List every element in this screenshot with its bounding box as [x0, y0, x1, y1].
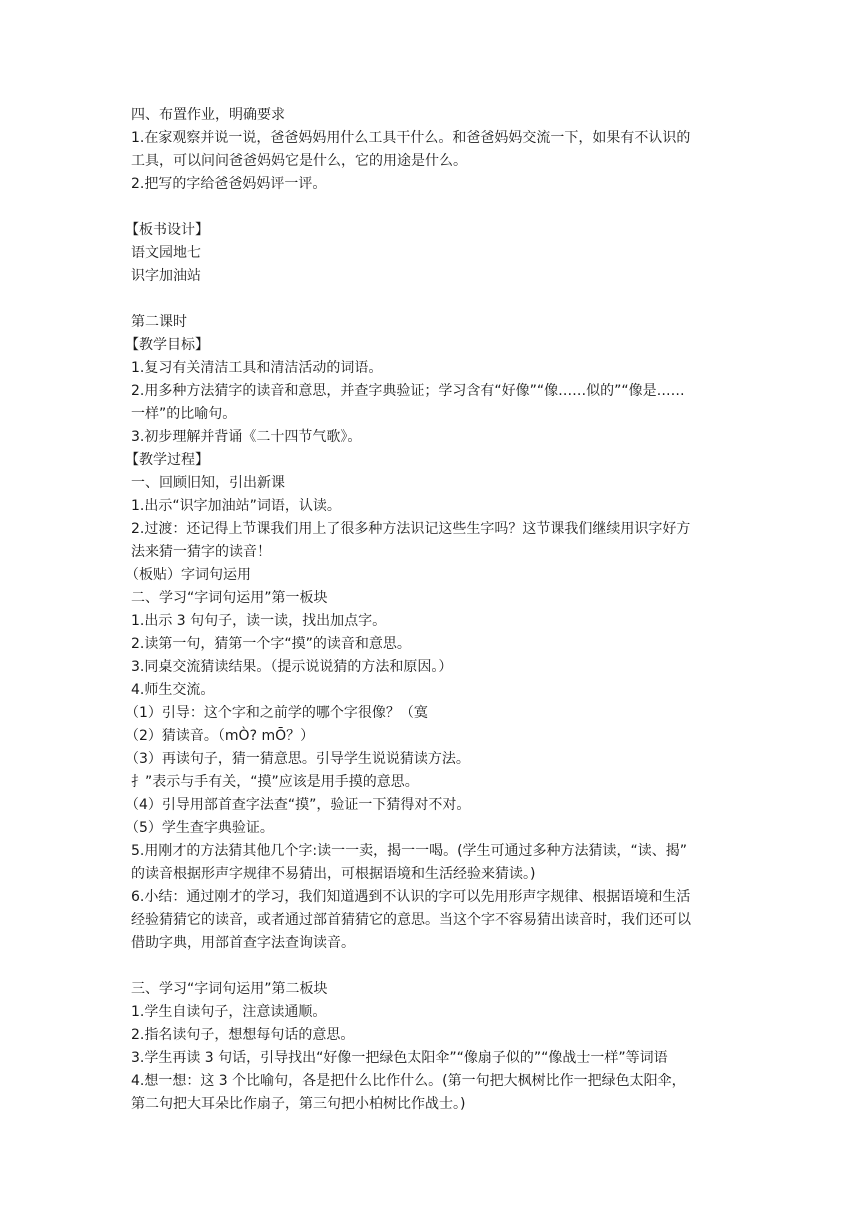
paragraph-line: 5.用刚才的方法猜其他几个字:读一一卖，揭一一喝。(学生可通过多种方法猜读，“读、揭”	[131, 843, 688, 859]
paragraph-line: 法来猜一猜字的读音！	[131, 544, 271, 560]
paragraph-line: 1.出示 3 句句子，读一读，找出加点字。	[131, 613, 387, 629]
section-heading: 二、学习“字词句运用”第一板块	[131, 590, 328, 606]
paragraph-line: （1）引导：这个字和之前学的哪个字很像？（寞	[125, 705, 428, 721]
paragraph-line: 6.小结：通过刚才的学习，我们知道遇到不认识的字可以先用形声字规律、根据语境和生活	[131, 889, 691, 905]
paragraph-line: （3）再读句子，猜一猜意思。引导学生说说猜读方法。	[125, 751, 470, 767]
section-heading: 【板书设计】	[125, 222, 209, 238]
paragraph-line: 2.读第一句，猜第一个字“摸”的读音和意思。	[131, 636, 411, 652]
section-heading: 【教学过程】	[125, 452, 209, 468]
blank-line	[131, 955, 741, 978]
paragraph-line: 2.指名读句子，想想每句话的意思。	[131, 1027, 355, 1043]
paragraph-line: 经验猜猜它的读音，或者通过部首猜猜它的意思。当这个字不容易猜出读音时，我们还可以	[131, 912, 691, 928]
paragraph-line: 一样”的比喻句。	[131, 406, 237, 422]
paragraph-line: 识字加油站	[131, 268, 201, 284]
paragraph-line: 借助字典，用部首查字法查询读音。	[131, 935, 355, 951]
paragraph-line: 1.复习有关清洁工具和清洁活动的词语。	[131, 360, 383, 376]
paragraph-line: 1.在家观察并说一说，爸爸妈妈用什么工具干什么。和爸爸妈妈交流一下，如果有不认识的	[131, 130, 691, 146]
paragraph-line: （板贴）字词句运用	[125, 567, 251, 583]
paragraph-line: 2.过渡：还记得上节课我们用上了很多种方法识记这些生字吗？这节课我们继续用识字好方	[131, 521, 691, 537]
blank-line	[131, 288, 741, 311]
paragraph-line: 3.初步理解并背诵《二十四节气歌》。	[131, 429, 362, 445]
paragraph-line: 3.同桌交流猜读结果。（提示说说猜的方法和原因。）	[131, 659, 453, 675]
paragraph-line: 2.把写的字给爸爸妈妈评一评。	[131, 176, 327, 192]
paragraph-line: 4.想一想：这 3 个比喻句，各是把什么比作什么。(第一句把大枫树比作一把绿色太阳伞，	[131, 1073, 686, 1089]
blank-line	[131, 196, 741, 219]
section-heading: 四、布置作业，明确要求	[131, 107, 285, 123]
paragraph-line: （2）猜读音。（mÒ? mŌ？）	[125, 728, 315, 744]
section-heading: 三、学习“字词句运用”第二板块	[131, 981, 328, 997]
document-page	[125, 104, 741, 1116]
paragraph-line: （4）引导用部首查字法查“摸”，验证一下猜得对不对。	[125, 797, 471, 813]
paragraph-line: 第二句把大耳朵比作扇子，第三句把小柏树比作战士。)	[131, 1096, 466, 1112]
section-heading: 一、回顾旧知，引出新课	[131, 475, 285, 491]
paragraph-line: 语文园地七	[131, 245, 201, 261]
paragraph-line: 工具，可以问问爸爸妈妈它是什么，它的用途是什么。	[131, 153, 467, 169]
paragraph-line: 1.出示“识字加油站”词语，认读。	[131, 498, 341, 514]
paragraph-line: （5）学生查字典验证。	[125, 820, 274, 836]
paragraph-line: 1.学生自读句子，注意读通顺。	[131, 1004, 327, 1020]
paragraph-line: 扌”表示与手有关，“摸”应该是用手摸的意思。	[131, 774, 419, 790]
paragraph-line: 3.学生再读 3 句话，引导找出“好像一把绿色太阳伞”“像扇子似的”“像战士一样”等词语	[131, 1050, 668, 1066]
section-heading: 第二课时	[131, 314, 187, 330]
paragraph-line: 2.用多种方法猜字的读音和意思，并查字典验证；学习含有“好像”“像……似的”“像是……	[131, 383, 685, 399]
paragraph-line: 的读音根据形声字规律不易猜出，可根据语境和生活经验来猜读。)	[131, 866, 536, 882]
section-heading: 【教学目标】	[125, 337, 209, 353]
paragraph-line: 4.师生交流。	[131, 682, 215, 698]
